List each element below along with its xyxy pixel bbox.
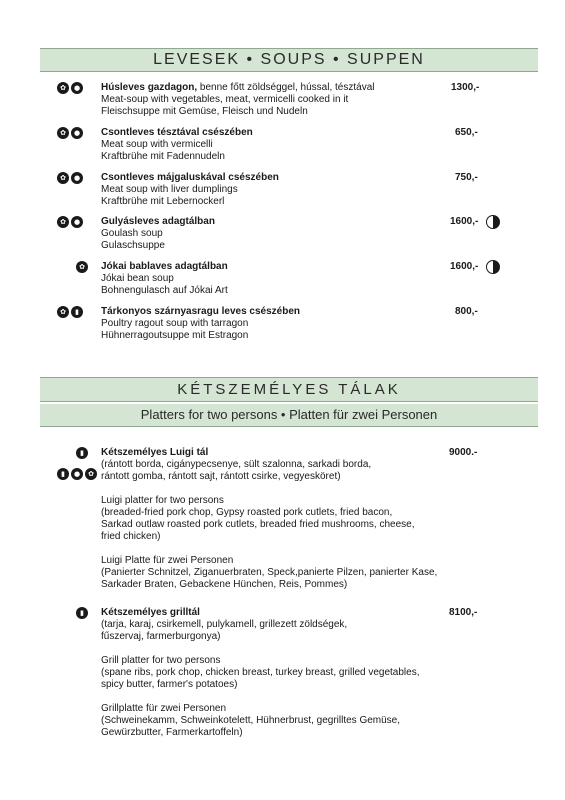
item-english-line: Luigi platter for two persons xyxy=(101,495,224,506)
item-hungarian-line: rántott gomba, rántott sajt, rántott csirke, vegyesköret) xyxy=(101,471,341,482)
item-price: 800,- xyxy=(455,306,478,317)
item-german-line: Sarkader Braten, Gebackene Hünchen, Reis, Pommes) xyxy=(101,579,348,590)
item-german: Hühnerragoutsuppe mit Estragon xyxy=(101,330,249,341)
egg-icon: ● xyxy=(71,82,83,94)
egg-icon: ● xyxy=(71,468,83,480)
item-price: 1600,- xyxy=(450,216,479,227)
item-name: Jókai bablaves adagtálban xyxy=(101,261,228,272)
item-name: Húsleves gazdagon, xyxy=(101,82,198,93)
item-german: Kraftbrühe mit Fadennudeln xyxy=(101,151,225,162)
item-english-line: Grill platter for two persons xyxy=(101,655,221,666)
item-price: 9000.- xyxy=(449,447,478,458)
item-hungarian-line: fűszervaj, farmerburgonya) xyxy=(101,631,221,642)
allergen-icons xyxy=(76,447,88,459)
milk-icon: ▮ xyxy=(76,447,88,459)
item-german-line: (Schweinekamm, Schweinkotelett, Hühnerbrust, gegrilltes Gemüse, xyxy=(101,715,401,726)
item-name: Tárkonyos szárnyasragu leves csészében xyxy=(101,306,300,317)
item-german: Kraftbrühe mit Lebernockerl xyxy=(101,196,225,207)
half-portion-icon xyxy=(486,260,500,274)
wheat-icon: ✿ xyxy=(57,82,69,94)
item-price: 1300,- xyxy=(451,82,480,93)
item-price: 650,- xyxy=(455,127,478,138)
wheat-icon: ✿ xyxy=(57,172,69,184)
platter-item-grill xyxy=(101,607,521,751)
soups-heading: LEVESEK • SOUPS • SUPPEN xyxy=(40,48,538,72)
item-price: 8100,- xyxy=(449,607,478,618)
item-english-line: Sarkad outlaw roasted pork cutlets, breaded fried mushrooms, cheese, xyxy=(101,519,415,530)
egg-icon: ● xyxy=(71,216,83,228)
item-hungarian-line: (tarja, karaj, csirkemell, pulykamell, grillezett zöldségek, xyxy=(101,619,348,630)
allergen-icons xyxy=(57,82,83,94)
item-german: Gulaschsuppe xyxy=(101,240,165,251)
allergen-icons xyxy=(57,172,83,184)
item-english-line: spicy butter, farmer's potatoes) xyxy=(101,679,238,690)
item-english-line: fried chicken) xyxy=(101,531,161,542)
wheat-icon: ✿ xyxy=(57,306,69,318)
item-price: 750,- xyxy=(455,172,478,183)
item-english-line: (breaded-fried pork chop, Gypsy roasted pork cutlets, fried bacon, xyxy=(101,507,393,518)
milk-icon: ▮ xyxy=(57,468,69,480)
milk-icon: ▮ xyxy=(71,306,83,318)
item-name: Gulyásleves adagtálban xyxy=(101,216,215,227)
platters-subheading: Platters for two persons • Platten für zwei Personen xyxy=(40,404,538,427)
egg-icon: ● xyxy=(71,127,83,139)
item-german-line: Grillplatte für zwei Personen xyxy=(101,703,227,714)
wheat-icon: ✿ xyxy=(57,216,69,228)
allergen-icons xyxy=(57,306,83,318)
item-german-line: Luigi Platte für zwei Personen xyxy=(101,555,234,566)
platter-item-luigi xyxy=(101,447,521,603)
item-name: Kétszemélyes grilltál xyxy=(101,607,200,618)
item-name: Kétszemélyes Luigi tál xyxy=(101,447,209,458)
allergen-icons xyxy=(57,216,83,228)
allergen-icons xyxy=(76,261,88,273)
wheat-icon: ✿ xyxy=(76,261,88,273)
item-name: Csontleves májgaluskával csészében xyxy=(101,172,279,183)
half-portion-icon xyxy=(486,215,500,229)
item-english: Meat soup with vermicelli xyxy=(101,139,213,150)
wheat-icon: ✿ xyxy=(57,127,69,139)
item-english: Goulash soup xyxy=(101,228,163,239)
item-german: Fleischsuppe mit Gemüse, Fleisch und Nudeln xyxy=(101,106,308,117)
item-price: 1600,- xyxy=(450,261,479,272)
item-description: benne főtt zöldséggel, hússal, tésztával xyxy=(197,82,375,93)
allergen-icons xyxy=(57,468,97,480)
item-english: Jókai bean soup xyxy=(101,273,174,284)
wheat-icon: ✿ xyxy=(85,468,97,480)
allergen-icons xyxy=(76,607,88,619)
platters-heading: KÉTSZEMÉLYES TÁLAK xyxy=(40,377,538,402)
item-english-line: (spane ribs, pork chop, chicken breast, turkey breast, grilled vegetables, xyxy=(101,667,420,678)
item-german-line: (Panierter Schnitzel, Ziganuerbraten, Speck,panierte Pilzen, panierter Kase, xyxy=(101,567,438,578)
item-german: Bohnengulasch auf Jókai Art xyxy=(101,285,228,296)
egg-icon: ● xyxy=(71,172,83,184)
item-hungarian-line: (rántott borda, cigánypecsenye, sült szalonna, sarkadi borda, xyxy=(101,459,372,470)
item-name: Csontleves tésztával csészében xyxy=(101,127,253,138)
milk-icon: ▮ xyxy=(76,607,88,619)
allergen-icons xyxy=(57,127,83,139)
item-german-line: Gewürzbutter, Farmerkartoffeln) xyxy=(101,727,243,738)
item-english: Meat soup with liver dumplings xyxy=(101,184,238,195)
item-english: Poultry ragout soup with tarragon xyxy=(101,318,249,329)
item-english: Meat-soup with vegetables, meat, vermicelli cooked in it xyxy=(101,94,349,105)
